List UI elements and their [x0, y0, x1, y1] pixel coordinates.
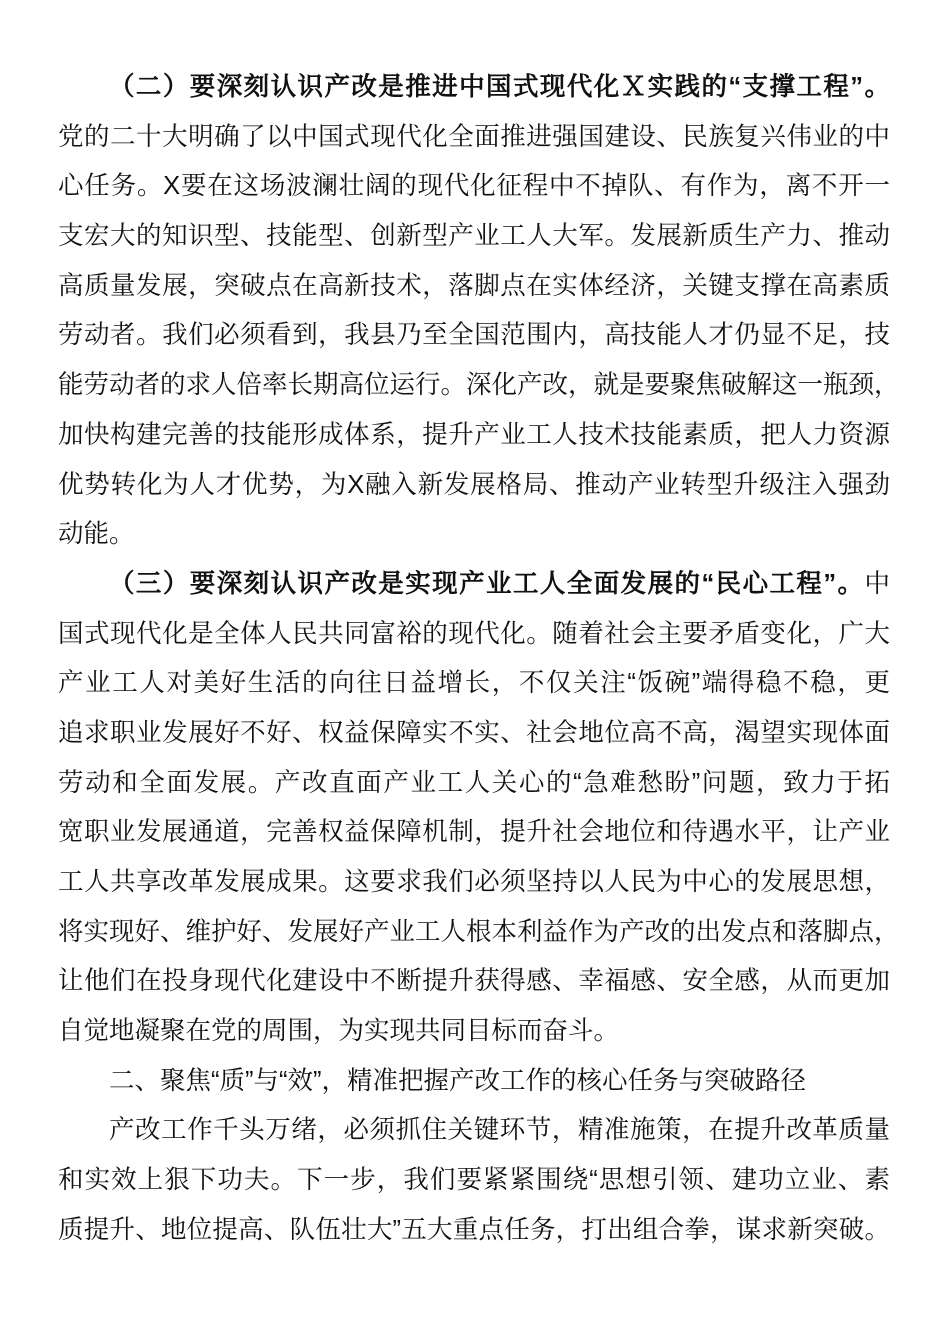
paragraph-line: 自觉地凝聚在党的周围，为实现共同目标而奋斗。 [58, 1017, 620, 1046]
paragraph-line: 产改工作千头万绪，必须抓住关键环节，精准施策，在提升改革质量 [109, 1116, 890, 1145]
paragraph-line: 宽职业发展通道，完善权益保障机制，提升社会地位和待遇水平，让产业 [58, 818, 890, 847]
paragraph-line: 工人共享改革发展成果。这要求我们必须坚持以人民为中心的发展思想， [58, 868, 890, 896]
paragraph-line: 高质量发展，突破点在高新技术，落脚点在实体经济，关键支撑在高素质 [58, 271, 890, 300]
paragraph-line: 心任务。X要在这场波澜壮阔的现代化征程中不掉队、有作为，离不开一 [58, 172, 890, 201]
paragraph-line: 劳动和全面发展。产改直面产业工人关心的“急难愁盼”问题，致力于拓 [58, 768, 890, 797]
paragraph-line: 支宏大的知识型、技能型、创新型产业工人大军。发展新质生产力、推动 [58, 222, 890, 251]
section-heading: 二、聚焦“质”与“效”，精准把握产改工作的核心任务与突破路径 [109, 1066, 806, 1095]
subheading-text: （二）要深刻认识产改是推进中国式现代化Ｘ实践的“支撑工程”。 [109, 73, 890, 101]
subheading-2 [58, 63, 890, 113]
paragraph-line: 和实效上狠下功夫。下一步，我们要紧紧围绕“思想引领、建功立业、素 [58, 1166, 890, 1195]
subheading-3 [58, 560, 890, 610]
paragraph-line: 追求职业发展好不好、权益保障实不实、社会地位高不高，渴望实现体面 [58, 718, 890, 747]
subheading-text: （三）要深刻认识产改是实现产业工人全面发展的“民心工程”。 [109, 569, 865, 598]
paragraph-line: 产业工人对美好生活的向往日益增长，不仅关注“饭碗”端得稳不稳，更 [58, 669, 890, 698]
paragraph-line: 劳动者。我们必须看到，我县乃至全国范围内，高技能人才仍显不足，技 [58, 321, 890, 350]
paragraph-line: 动能。 [58, 520, 135, 549]
paragraph-line: 优势转化为人才优势，为X融入新发展格局、推动产业转型升级注入强劲 [58, 470, 890, 499]
paragraph-line: 质提升、地位提高、队伍壮大”五大重点任务，打出组合拳，谋求新突破。 [58, 1215, 890, 1244]
paragraph-line: 让他们在投身现代化建设中不断提升获得感、幸福感、安全感，从而更加 [58, 967, 890, 996]
paragraph-line: 加快构建完善的技能形成体系，提升产业工人技术技能素质，把人力资源 [58, 420, 890, 449]
paragraph-line: 党的二十大明确了以中国式现代化全面推进强国建设、民族复兴伟业的中 [58, 122, 890, 151]
document-page [58, 63, 900, 1256]
subheading-tail: 中 [864, 569, 890, 598]
paragraph-line: 将实现好、维护好、发展好产业工人根本利益作为产改的出发点和落脚点， [58, 917, 900, 946]
paragraph-line: 能劳动者的求人倍率长期高位运行。深化产改，就是要聚焦破解这一瓶颈， [58, 371, 900, 400]
paragraph-line: 国式现代化是全体人民共同富裕的现代化。随着社会主要矛盾变化，广大 [58, 619, 890, 648]
